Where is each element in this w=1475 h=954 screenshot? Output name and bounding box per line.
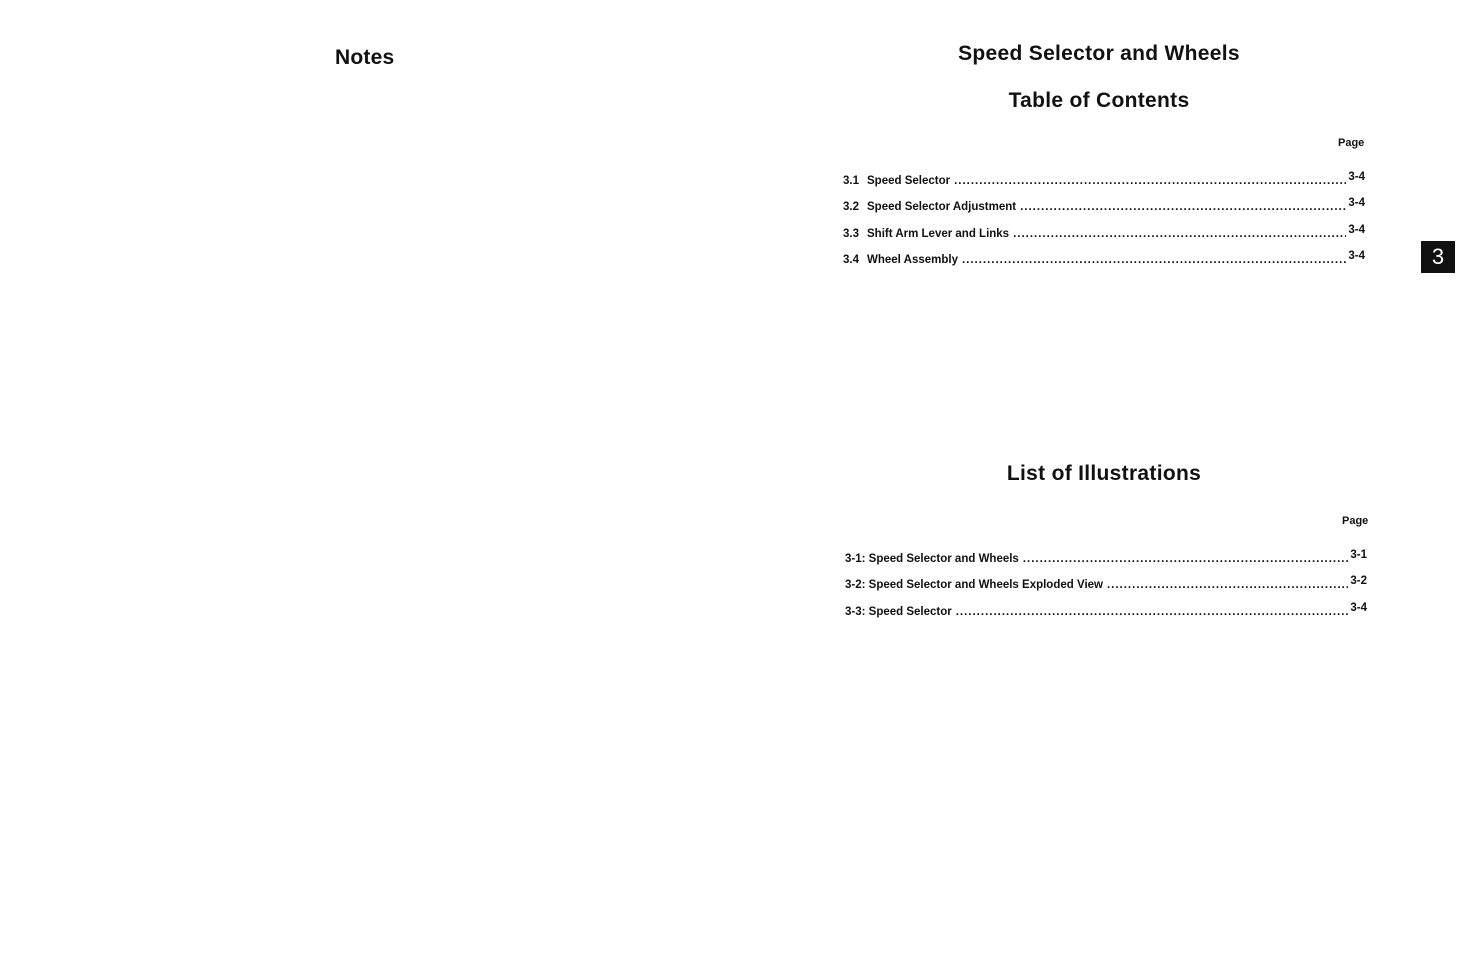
toc-entry[interactable] (843, 213, 1365, 240)
toc-entry-page: 3-4 (1348, 197, 1365, 209)
toc-entry-page: 3-4 (1348, 250, 1365, 262)
toc-entry[interactable] (843, 187, 1365, 214)
dot-leader (1013, 228, 1346, 240)
illustration-entry-page: 3-1 (1350, 548, 1367, 561)
dot-leader (1023, 553, 1349, 565)
toc-entry-label: Speed Selector Adjustment (867, 201, 1017, 213)
toc-entry-number: 3.4 (843, 254, 859, 266)
chapter-title: Speed Selector and Wheels (958, 42, 1240, 65)
illustration-entry-page: 3-4 (1350, 601, 1367, 614)
illustration-entry-page: 3-2 (1350, 575, 1367, 587)
dot-leader (1107, 579, 1348, 591)
dot-leader (954, 175, 1346, 187)
toc-entry-page: 3-4 (1348, 223, 1365, 236)
table-of-contents-list (843, 160, 1365, 266)
list-of-illustrations (845, 538, 1367, 618)
toc-entry-number: 3.1 (843, 174, 859, 187)
illustration-entry-label: 3-2: Speed Selector and Wheels Exploded View (845, 579, 1103, 591)
toc-page-column-header: Page (1338, 137, 1365, 149)
toc-entry-label: Wheel Assembly (867, 254, 958, 266)
left-page (0, 0, 737, 954)
list-of-illustrations-title: List of Illustrations (1006, 462, 1202, 485)
toc-entry[interactable] (843, 240, 1365, 267)
illustration-entry[interactable] (845, 591, 1367, 618)
toc-entry-number: 3.2 (843, 201, 859, 213)
notes-title: Notes (335, 46, 395, 69)
toc-entry[interactable] (843, 160, 1365, 187)
illustration-entry-label: 3-3: Speed Selector (845, 605, 952, 618)
dot-leader (956, 606, 1349, 618)
toc-entry-number: 3.3 (843, 227, 859, 240)
toc-entry-page: 3-4 (1348, 170, 1365, 183)
dot-leader (1020, 201, 1346, 213)
table-of-contents-title: Table of Contents (1008, 89, 1190, 112)
dot-leader (962, 254, 1346, 266)
chapter-tab[interactable]: 3 (1421, 241, 1455, 273)
toc-entry-label: Shift Arm Lever and Links (867, 227, 1010, 240)
right-page (737, 0, 1475, 954)
toc-entry-label: Speed Selector (867, 174, 951, 187)
illustration-entry[interactable] (845, 538, 1367, 565)
illustration-entry-label: 3-1: Speed Selector and Wheels (845, 552, 1019, 565)
illustration-entry[interactable] (845, 565, 1367, 592)
illustrations-page-column-header: Page (1342, 515, 1369, 527)
